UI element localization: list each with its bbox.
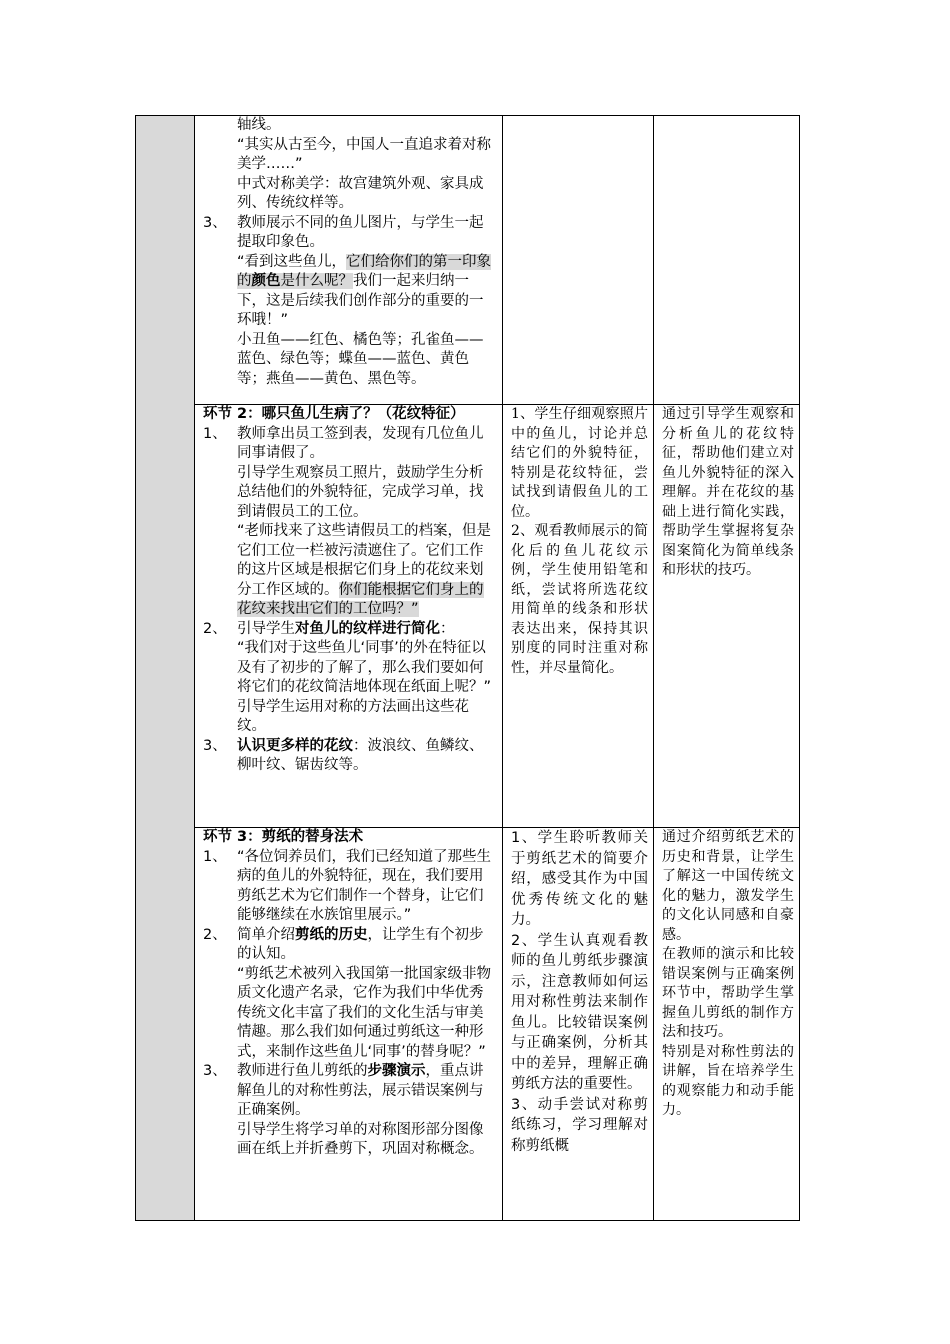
design-intent-cell [654,405,800,828]
teacher-activity-cell [195,405,503,828]
paragraph: 2、学生认真观看教师的鱼儿剪纸步骤演示，注意教师如何运用对称性剪法来制作鱼儿。比较错误案例与正确案例，分析其中的差异，理解正确剪纸方法的重要性。 [511,932,648,1092]
teacher-activity-cell [195,116,503,405]
list-number: 2、 [203,926,227,943]
section-column-cell [136,116,195,1221]
section-heading: 环节 3：剪纸的替身法术 [203,829,364,845]
list-item [203,214,496,253]
student-activity-cell [503,116,654,405]
teacher-activity-cell [195,828,503,1221]
quote-text: “剪纸艺术被列入我国第一批国家级非物质文化遗产名录，它作为我们中华优秀传统文化丰富了我们的文化生活与审美情趣。那么我们如何通过剪纸这一种形式，来制作这些鱼儿‘同事’的替身呢？” [237,965,492,1060]
text-line: 轴线。 [237,117,281,133]
student-activity-cell [503,405,654,828]
table-row [136,116,800,405]
list-number: 3、 [203,737,227,754]
quote-text: “老师找来了这些请假员工的档案，但是它们工位一栏被污渍遮住了。它们工作的这片区域是根据它们身上的花纹来划分工作区域的。你们能根据它们身上的花纹来找出它们的工位吗？” [237,523,492,617]
highlight: 它们给你们的第一印象的 [237,253,492,289]
list-item: 3、 教师进行鱼儿剪纸的步骤演示，重点讲解鱼儿的对称性剪法，展示错误案例与正确案例。 [203,1062,496,1121]
list-number: 2、 [203,620,227,637]
table-row [136,828,800,1221]
paragraph: 通过引导学生观察和分析鱼儿的花纹特征，帮助他们建立对鱼儿外貌特征的深入理解。并在花纹的基础上进行简化实践，帮助学生掌握将复杂图案简化为简单线条和形状的技巧。 [662,406,794,578]
list-item: 3、 认识更多样的花纹：波浪纹、鱼鳞纹、柳叶纹、锯齿纹等。 [203,737,496,776]
text-line: 引导学生运用对称的方法画出这些花纹。 [237,698,469,734]
list-text: 教师展示不同的鱼儿图片，与学生一起提取印象色。 [237,214,484,250]
paragraph: 1、学生聆听教师关于剪纸艺术的简要介绍，感受其作为中国优秀传统文化的魅力。 [511,830,648,928]
text-line: 中式对称美学：故宫建筑外观、家具成列、传统纹样等。 [237,175,484,211]
list-text: 教师拿出员工签到表，发现有几位鱼儿同事请假了。 [237,425,484,461]
quote-text: “看到这些鱼儿，它们给你们的第一印象的颜色是什么呢？我们一起来归纳一下，这是后续我们创作部分的重要的一环哦！” [237,253,492,328]
paragraph: 在教师的演示和比较错误案例与正确案例环节中，帮助学生掌握鱼儿剪纸的制作方法和技巧。 [662,946,794,1040]
highlight-bold: 颜色 [251,273,281,289]
paragraph: 1、学生仔细观察照片中的鱼儿，讨论并总结它们的外貌特征，特别是花纹特征，尝试找到请假鱼儿的工位。 [511,406,648,520]
text-line: 引导学生将学习单的对称图形部分图像画在纸上并折叠剪下，巩固对称概念。 [237,1121,484,1157]
paragraph: 特别是对称性剪法的讲解，旨在培养学生的观察能力和动手能力。 [662,1043,794,1118]
lesson-plan-table [135,115,800,1221]
list-text: “各位饲养员们，我们已经知道了那些生病的鱼儿的外貌特征，现在，我们要用剪纸艺术为它们制作一个替身，让它们能够继续在水族馆里展示。” [237,848,492,923]
list-item: 2、 引导学生对鱼儿的纹样进行简化： [203,620,496,640]
paragraph: 3、动手尝试对称剪纸练习，学习理解对称剪纸概 [511,1096,648,1154]
list-item [203,425,496,464]
text-line: “其实从古至今，中国人一直追求着对称美学……” [237,136,492,172]
list-item [203,848,496,926]
design-intent-cell [654,116,800,405]
highlight: 是什么呢？ [280,273,353,289]
list-item: 2、 简单介绍剪纸的历史，让学生有个初步的认知。 [203,926,496,965]
list-number: 3、 [203,214,227,231]
list-number: 1、 [203,425,227,442]
student-activity-cell [503,828,654,1221]
quote-text: “我们对于这些鱼儿‘同事’的外在特征以及有了初步的了解了，那么我们要如何将它们的花纹简洁地体现在纸面上呢？” [237,640,492,695]
paragraph: 通过介绍剪纸艺术的历史和背景，让学生了解这一中国传统文化的魅力，激发学生的文化认同感和自豪感。 [662,829,794,943]
paragraph: 2、观看教师展示的简化后的鱼儿花纹示例，学生使用铅笔和纸，尝试将所选花纹用简单的线条和形状表达出来，保持其识别度的同时注重对称性，并尽量简化。 [511,523,648,676]
section-heading: 环节 2：哪只鱼儿生病了？（花纹特征） [203,406,465,422]
design-intent-cell [654,828,800,1221]
list-number: 1、 [203,848,227,865]
highlight: 你们能根据它们身上的花纹来找出它们的工位吗？” [237,581,484,617]
list-number: 3、 [203,1063,227,1079]
table-row [136,405,800,828]
text-line: 小丑鱼——红色、橘色等；孔雀鱼——蓝色、绿色等；蝶鱼——蓝色、黄色等；燕鱼——黄色、黑色等。 [237,331,484,387]
text-line: 引导学生观察员工照片，鼓励学生分析总结他们的外貌特征，完成学习单，找到请假员工的工位。 [237,464,484,520]
